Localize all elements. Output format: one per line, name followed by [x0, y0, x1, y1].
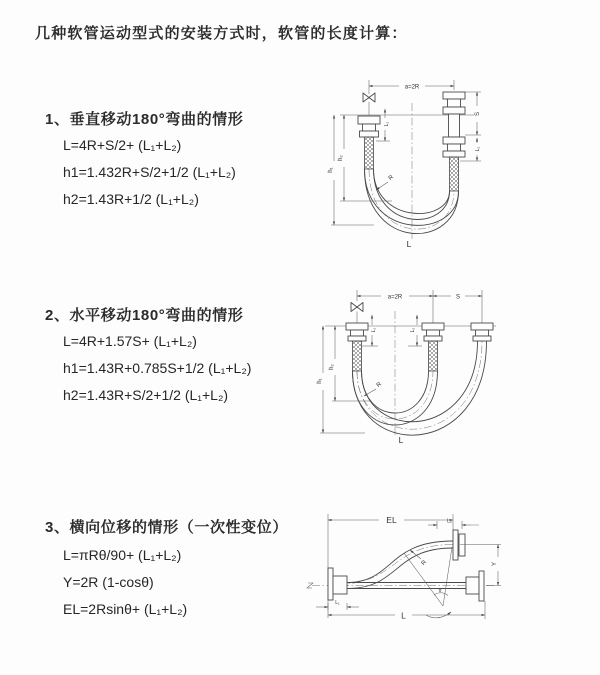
formula: Y=2R (1-cosθ) — [63, 574, 154, 590]
radius-callout — [376, 174, 395, 190]
section2-formulas — [63, 328, 251, 409]
diagram-horizontal-move — [310, 283, 600, 465]
pipe-assembly-left — [358, 116, 380, 169]
hose-curves — [365, 169, 459, 234]
diagram-lateral-shift — [300, 500, 600, 640]
dim-label-h2: h₂ — [338, 155, 344, 161]
radius-callout — [364, 381, 383, 396]
dim-label-l1: L₁ — [384, 121, 390, 127]
dim-a2r — [357, 290, 482, 323]
dim-label-s: S — [475, 111, 481, 117]
flange-right — [466, 571, 484, 601]
pipe-assembly-right — [471, 323, 493, 341]
pipe-assembly-middle — [422, 323, 444, 371]
hose-curves — [353, 341, 487, 435]
section3-formulas — [63, 542, 187, 623]
flange-upper-right — [453, 530, 465, 560]
formula: EL=2Rsinθ+ (L₁+L₂) — [63, 601, 188, 617]
dim-l2 — [408, 315, 422, 346]
radius-callout — [410, 550, 428, 567]
dim-el — [328, 514, 453, 618]
dim-label-a2r: a=2R — [387, 294, 403, 301]
section1-heading: 1、垂直移动180°弯曲的情形 — [45, 111, 244, 128]
dim-label-l2: L₂ — [410, 327, 416, 333]
diagram-vertical-move — [312, 73, 600, 258]
dim-label-l1: L₁ — [335, 600, 340, 606]
dim-label-theta: θ — [438, 588, 442, 594]
dim-label-el: EL — [386, 515, 397, 525]
dim-label-l: L — [401, 610, 406, 621]
formula: h1=1.43R+0.785S+1/2 (L₁+L₂) — [63, 360, 252, 376]
dim-label-l-total: L — [406, 239, 412, 249]
section2-heading: 2、水平移动180°弯曲的情形 — [45, 307, 244, 324]
valve-icon — [351, 303, 363, 324]
dim-label-h1: h₁ — [328, 167, 334, 173]
dim-s — [465, 92, 481, 135]
section3-heading: 3、横向位移的情形（一次性变位） — [45, 519, 288, 536]
formula: h2=1.43R+S/2+1/2 (L₁+L₂) — [63, 387, 229, 403]
dim-label-h1: h₁ — [317, 378, 323, 384]
hose-s-curve — [350, 541, 453, 589]
formula: L=4R+S/2+ (L₁+L₂) — [63, 137, 182, 153]
valve-icon — [363, 93, 375, 115]
section1-formulas — [63, 132, 236, 213]
dim-label-y: Y — [492, 561, 498, 567]
formula: L=πRθ/90+ (L₁+L₂) — [63, 547, 182, 563]
dim-label-l2: L₂ — [475, 146, 481, 152]
dim-label-h2: h₂ — [329, 364, 335, 370]
dim-label-r: R — [375, 381, 383, 389]
dim-a2r — [369, 80, 454, 94]
dim-s — [433, 295, 482, 301]
dim-label-l1: L₁ — [371, 327, 377, 333]
dim-label-s: S — [455, 294, 461, 301]
formula: L=4R+1.57S+ (L₁+L₂) — [63, 333, 197, 349]
pipe-assembly-right — [443, 92, 465, 191]
pipe-assembly-left — [346, 323, 368, 371]
dim-label-r: R — [387, 174, 395, 182]
dim-label-r: R — [420, 559, 428, 567]
dim-label-l2: L₂ — [447, 518, 452, 525]
dim-label-a2r: a=2R — [404, 84, 420, 91]
dim-label-l-total: L — [398, 435, 404, 445]
dim-l1 — [316, 600, 359, 610]
formula: h1=1.432R+S/2+1/2 (L₁+L₂) — [63, 164, 236, 180]
formula: h2=1.43R+1/2 (L₁+L₂) — [63, 191, 199, 207]
dim-l-total — [328, 601, 485, 621]
flange-left — [328, 568, 347, 600]
page-title: 几种软管运动型式的安装方式时，软管的长度计算： — [35, 25, 408, 42]
